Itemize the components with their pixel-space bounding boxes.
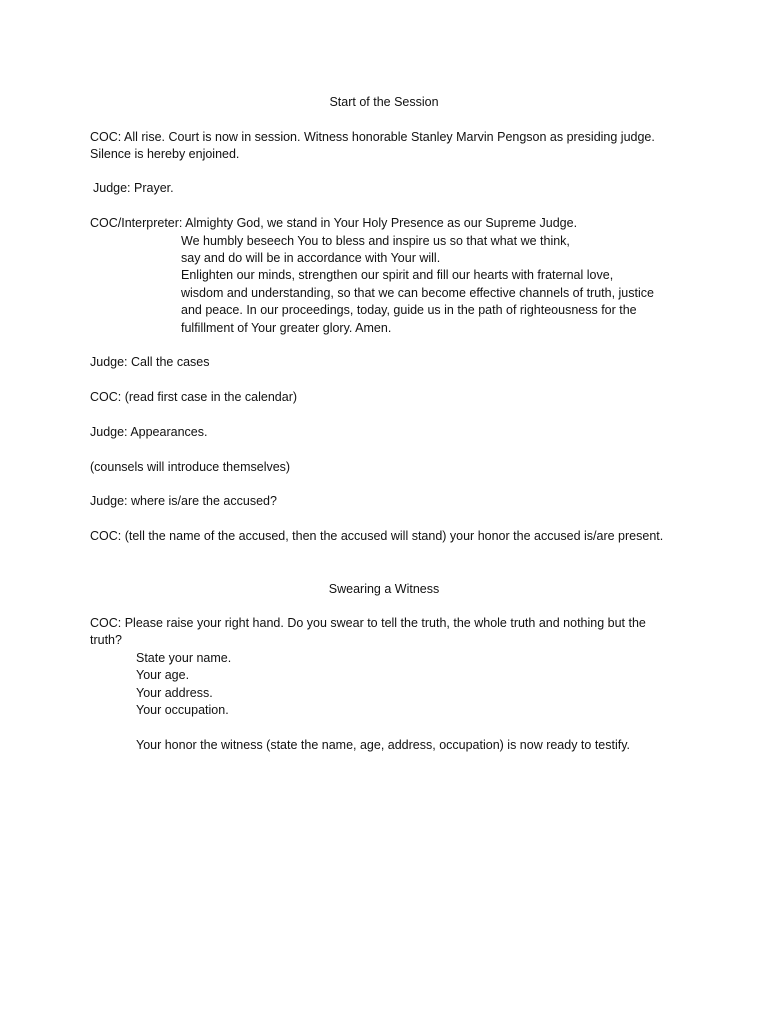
counsels-line: (counsels will introduce themselves) xyxy=(90,460,291,474)
coc-accused-line: COC: (tell the name of the accused, then the accused will stand) your honor the accused is/are present. xyxy=(90,529,664,543)
oath-line-1: COC: Please raise your right hand. Do you swear to tell the truth, the whole truth and nothing but the xyxy=(90,616,646,630)
judge-prayer-line: Judge: Prayer. xyxy=(93,181,174,195)
coc-rise-line-1: COC: All rise. Court is now in session. Witness honorable Stanley Marvin Pengson as presiding judge. xyxy=(90,130,655,144)
prayer-body-line-5: and peace. In our proceedings, today, guide us in the path of righteousness for the xyxy=(181,303,637,317)
oath-line-2: truth? xyxy=(90,633,122,647)
prayer-body-line-6: fulfillment of Your greater glory. Amen. xyxy=(181,321,392,335)
prompt-name: State your name. xyxy=(136,651,232,665)
judge-call-cases-line: Judge: Call the cases xyxy=(90,355,210,369)
prompt-occupation: Your occupation. xyxy=(136,703,229,717)
prompt-address: Your address. xyxy=(136,686,213,700)
judge-appearances-line: Judge: Appearances. xyxy=(90,425,208,439)
prayer-body-line-4: wisdom and understanding, so that we can become effective channels of truth, justice xyxy=(181,286,654,300)
coc-read-case-line: COC: (read first case in the calendar) xyxy=(90,390,298,404)
coc-rise-line-2: Silence is hereby enjoined. xyxy=(90,147,240,161)
prompt-age: Your age. xyxy=(136,668,190,682)
section-title-start-of-session: Start of the Session xyxy=(329,95,439,109)
judge-accused-line: Judge: where is/are the accused? xyxy=(90,494,277,508)
prayer-intro-line: COC/Interpreter: Almighty God, we stand in Your Holy Presence as our Supreme Judge. xyxy=(90,216,578,230)
witness-ready-line: Your honor the witness (state the name, age, address, occupation) is now ready to testify. xyxy=(136,738,631,752)
prayer-body-line-2: say and do will be in accordance with Your will. xyxy=(181,251,441,265)
prayer-body-line-1: We humbly beseech You to bless and inspire us so that what we think, xyxy=(181,234,570,248)
section-title-swearing-witness: Swearing a Witness xyxy=(328,582,440,596)
prayer-body-line-3: Enlighten our minds, strengthen our spirit and fill our hearts with fraternal love, xyxy=(181,268,614,282)
